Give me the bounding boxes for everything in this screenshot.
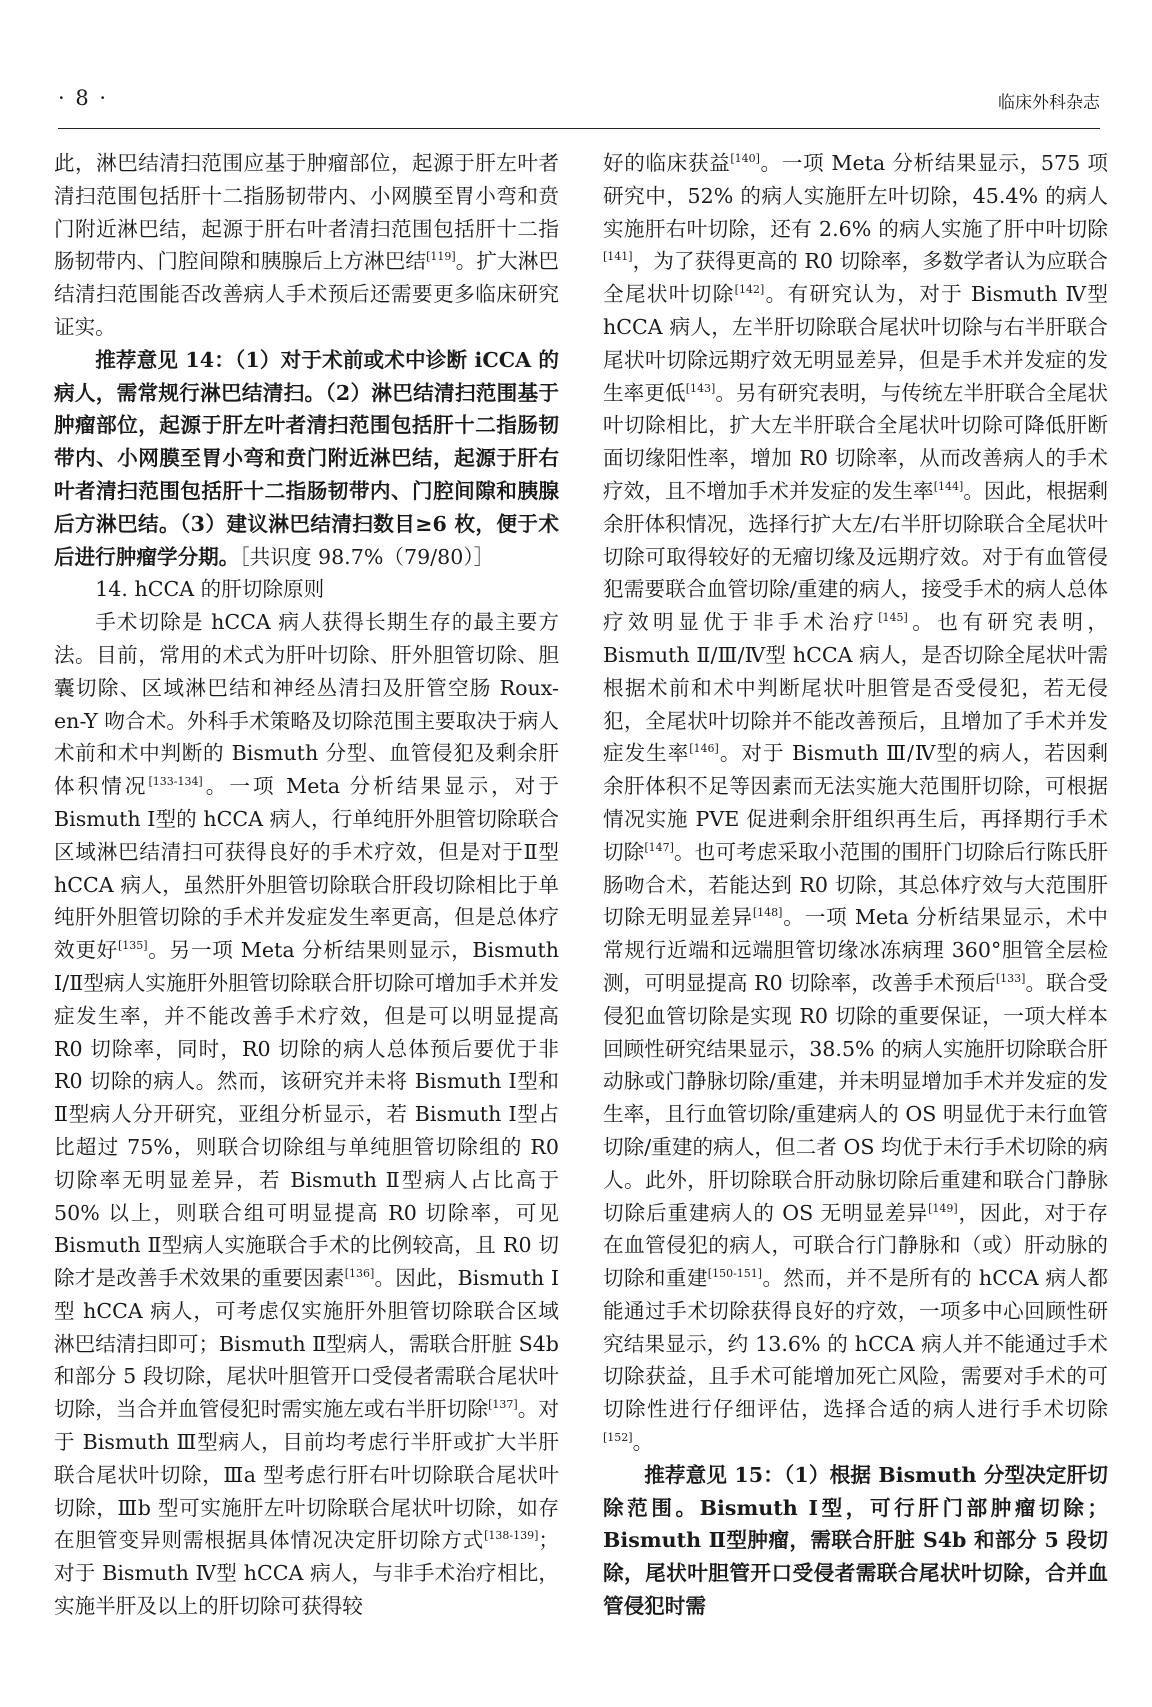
paragraph-lymph-continued (54, 147, 559, 344)
citation: [133] (995, 972, 1026, 986)
recommendation-text: 推荐意见 14：（1）对于术前或术中诊断 iCCA 的病人，需常规行淋巴结清扫。（2）淋巴结清扫范围基于肿瘤部位，起源于肝左叶者清扫范围包括肝十二指肠韧带内、小网膜至胃小弯和贲门附近淋巴结，起源于肝右叶者清扫范围包括肝十二指肠韧带内、门腔间隙和胰腺后方淋巴结。（3）建议淋巴结清扫数目≥6 枚，便于术后进行肿瘤学分期。 (54, 347, 559, 569)
text-run: 。 (632, 1430, 654, 1455)
paragraph-hcca-continued (603, 147, 1108, 1459)
left-column (54, 147, 559, 1623)
text-run: 好的临床获益 (603, 151, 731, 175)
citation: [135] (117, 939, 148, 953)
citation: [148] (752, 906, 783, 920)
citation: [137] (488, 1398, 518, 1412)
text-run: 。也有研究表明，Bismuth Ⅱ/Ⅲ/Ⅳ型 hCCA 病人，是否切除全尾状叶需根据术前和术中判断尾状叶胆管是否受侵犯，若无侵犯，全尾状叶切除并不能改善预后，且增加了手术并发症发生率 (603, 610, 1108, 766)
consensus-level: ［共识度 98.7%（79/80）］ (239, 544, 495, 569)
citation: [145] (878, 611, 908, 625)
text-run: 此，淋巴结清扫范围应基于肿瘤部位，起源于肝左叶者清扫范围包括肝十二指肠韧带内、小网膜至胃小弯和贲门附近淋巴结，起源于肝右叶者清扫范围包括肝十二指肠韧带内、门腔间隙和胰腺后上方淋巴结 (54, 151, 559, 274)
citation: [143] (685, 381, 716, 395)
text-run: 手术切除是 hCCA 病人获得长期生存的最主要方法。目前，常用的术式为肝叶切除、肝外胆管切除、胆囊切除、区域淋巴结和神经丛清扫及肝管空肠 Roux-en-Y 吻合术。外科手术策略及切除范围主要取决于病人术前和术中判断的 Bismuth 分型、血管侵犯及剩余肝体积情况 (54, 610, 559, 799)
section-heading-14: 14. hCCA 的肝切除原则 (95, 577, 325, 602)
text-run: 。扩大淋巴结清扫范围能否改善病人手术预后还需要更多临床研究证实。 (54, 249, 560, 339)
text-run: 。然而，并不是所有的 hCCA 病人都能通过手术切除获得良好的疗效，一项多中心回顾性研究结果显示，约 13.6% 的 hCCA 病人并不能通过手术切除获益，且手术可能增加死亡风险，需要对手术的可切除性进行仔细评估，选择合适的病人进行手术切除 (603, 1266, 1109, 1422)
journal-name: 临床外科杂志 (998, 93, 1100, 113)
recommendation-15: 推荐意见 15：（1）根据 Bismuth 分型决定肝切除范围。Bismuth Ⅰ型，可行肝门部肿瘤切除；Bismuth Ⅱ型肿瘤，需联合肝脏 S4b 和部分 5 段切除，尾状叶胆管开口受侵者需联合尾状叶切除，合并血管侵犯时需 (603, 1462, 1108, 1619)
citation: [152] (603, 1431, 633, 1445)
citation: [150-151] (707, 1267, 763, 1281)
text-run: 。另有研究表明，与传统左半肝联合全尾状叶切除相比，扩大左半肝联合全尾状叶切除可降低肝断面切缘阳性率，增加 R0 切除率，从而改善病人的手术疗效，且不增加手术并发症的发生率 (603, 380, 1109, 503)
citation: [142] (734, 283, 765, 297)
text-run: 。一项 Meta 分析结果显示，术中常规行近端和远端胆管切缘冰冻病理 360°胆管全层检测，可明显提高 R0 切除率，改善手术预后 (603, 905, 1108, 995)
citation: [144] (933, 480, 964, 494)
text-run: 。联合受侵犯血管切除是实现 R0 切除的重要保证，一项大样本回顾性研究结果显示，38.5% 的病人实施肝切除联合肝动脉或门静脉切除/重建，并未明显增加手术并发症的发生率，且行血管切除/重建病人的 OS 明显优于未行血管切除/重建的病人，但二者 OS 均优于未行手术切除的病人。此外，肝切除联合肝动脉切除后重建和联合门静脉切除后重建病人的 OS 无明显差异 (603, 970, 1108, 1225)
text-run: ，因此，对于存在血管侵犯的病人，可联合行门静脉和（或）肝动脉的切除和重建 (603, 1200, 1108, 1291)
citation: [133-134] (148, 775, 203, 789)
citation: [140] (730, 152, 760, 166)
citation: [119] (426, 250, 456, 264)
citation: [147] (644, 840, 674, 854)
paragraph-hcca-resection (54, 606, 559, 1623)
text-run: 。也可考虑采取小范围的围肝门切除后行陈氏肝肠吻合术，若能达到 R0 切除，其总体疗效与大范围肝切除无明显差异 (603, 839, 1109, 930)
recommendation-14 (54, 344, 559, 574)
text-run: 。对于 Bismuth Ⅲ/Ⅳ型的病人，若因剩余肝体积不足等因素而无法实施大范围肝切除，可根据情况实施 PVE 促进剩余肝组织再生后，再择期行手术切除 (603, 741, 1108, 864)
header-rule (58, 128, 1100, 129)
text-run: 。因此，根据剩余肝体积情况，选择行扩大左/右半肝切除联合全尾状叶切除可取得较好的无瘤切缘及远期疗效。对于有血管侵犯需要联合血管切除/重建的病人，接受手术的病人总体疗效明显优于非手术治疗 (603, 478, 1109, 635)
text-run: ，为了获得更高的 R0 切除率，多数学者认为应联合全尾状叶切除 (603, 249, 1108, 307)
text-run: 。有研究认为，对于 Bismuth Ⅳ型 hCCA 病人，左半肝切除联合尾状叶切除与右半肝联合尾状叶切除远期疗效无明显差异，但是手术并发症的发生率更低 (603, 282, 1108, 405)
citation: [149] (928, 1201, 958, 1215)
text-run: 。对于 Bismuth Ⅲ型病人，目前均考虑行半肝或扩大半肝联合尾状叶切除，Ⅲa 型考虑行肝右叶切除联合尾状叶切除，Ⅲb 型可实施肝左叶切除联合尾状叶切除，如存在胆管变异则需根据具体情况决定肝切除方式 (54, 1397, 560, 1553)
page-header (58, 86, 1100, 126)
text-run: ；对于 Bismuth Ⅳ型 hCCA 病人，与非手术治疗相比，实施半肝及以上的肝切除可获得较 (54, 1528, 559, 1619)
citation: [138-139] (484, 1529, 539, 1543)
page-number: · 8 · (58, 86, 109, 110)
text-run: 。另一项 Meta 分析结果则显示，Bismuth Ⅰ/Ⅱ型病人实施肝外胆管切除联合肝切除可增加手术并发症发生率，并不能改善手术疗效，但是可以明显提高 R0 切除率，同时，R0 切除的病人总体预后要优于非 R0 切除的病人。然而，该研究并未将 Bismuth Ⅰ型和Ⅱ型病人分开研究，亚组分析显示，若 Bismuth Ⅰ型占比超过 75%，则联合切除组与单纯胆管切除组的 R0 切除率无明显差异，若 Bismuth Ⅱ型病人占比高于 50% 以上，则联合组可明显提高 R0 切除率，可见 Bismuth Ⅱ型病人实施联合手术的比例较高，且 R0 切除才是改善手术效果的重要因素 (54, 938, 560, 1291)
citation: [146] (689, 742, 719, 756)
right-column (603, 147, 1108, 1623)
citation: [136] (344, 1267, 375, 1281)
text-run: 。一项 Meta 分析结果显示，575 项研究中，52% 的病人实施肝左叶切除，45.4% 的病人实施肝右叶切除，还有 2.6% 的病人实施了肝中叶切除 (603, 151, 1108, 241)
text-run: 。一项 Meta 分析结果显示，对于 Bismuth Ⅰ型的 hCCA 病人，行单纯肝外胆管切除联合区域淋巴结清扫可获得良好的手术疗效，但是对于Ⅱ型 hCCA 病人，虽然肝外胆管切除联合肝段切除相比于单纯肝外胆管切除的手术并发症发生率更高，但是总体疗效更好 (54, 774, 559, 963)
citation: [141] (603, 250, 633, 264)
text-run: 。因此，Bismuth Ⅰ型 hCCA 病人，可考虑仅实施肝外胆管切除联合区域淋巴结清扫即可；Bismuth Ⅱ型病人，需联合肝脏 S4b 和部分 5 段切除，尾状叶胆管开口受侵者需联合尾状叶切除，当合并血管侵犯时需实施左或右半肝切除 (54, 1266, 559, 1422)
